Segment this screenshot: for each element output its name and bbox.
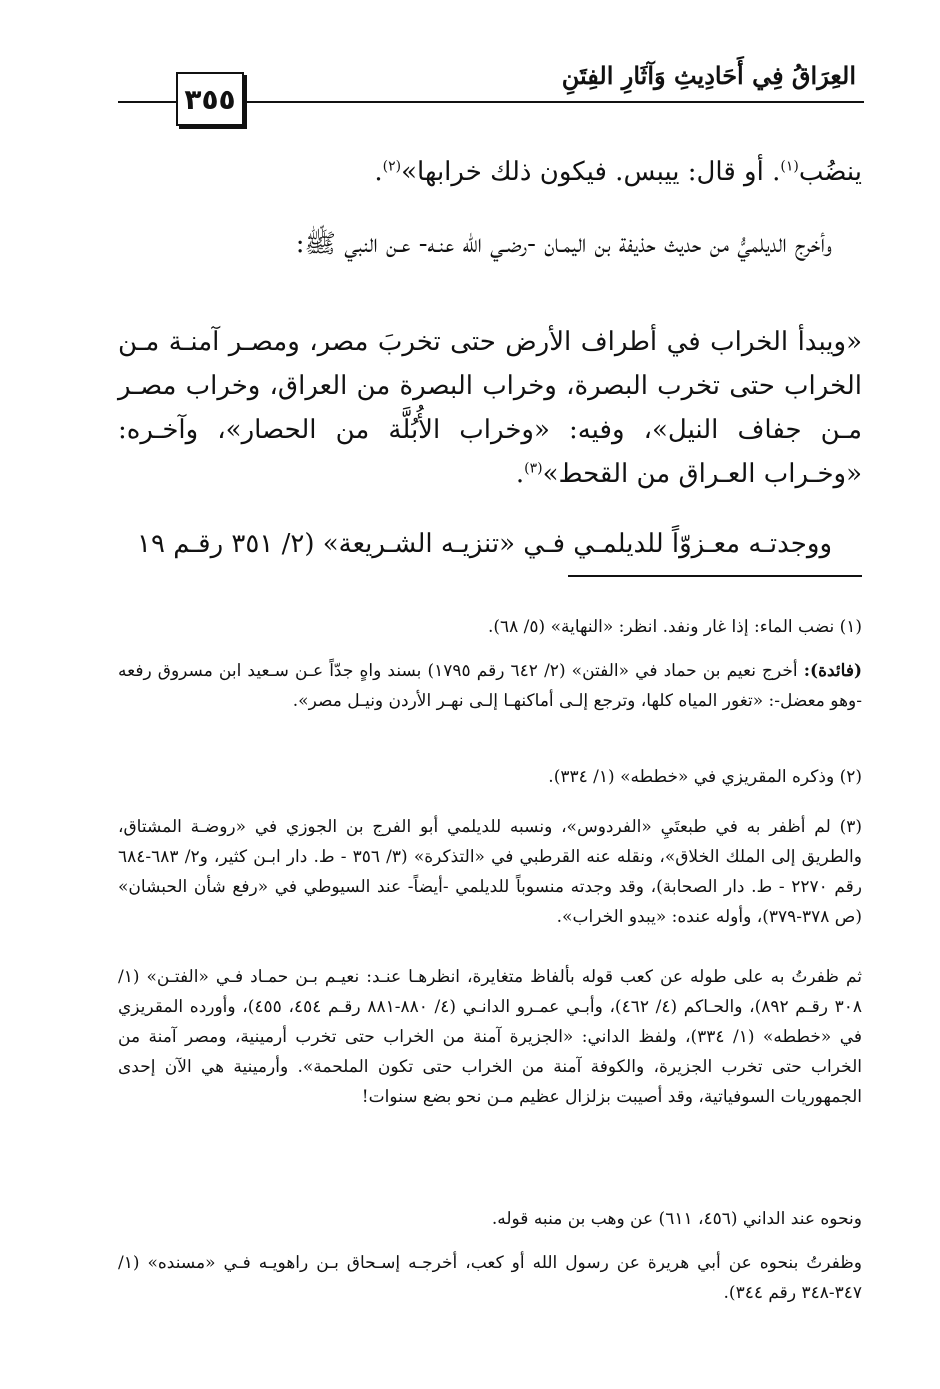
footnote-3-note-ishaq: وظفرتُ بنحوه عن أبي هريرة عن رسول الله أو كعب، أخرجـه إسـحاق بـن راهويـه فـي «مسنده» (١/ ٣٤٧-٣٤٨ رقم ٣٤٤). bbox=[118, 1253, 862, 1303]
footnote-1: (١) نضب الماء: إذا غار ونفد. انظر: «النهاية» (٥/ ٦٨). bbox=[487, 617, 862, 637]
p3-end: . bbox=[515, 459, 525, 489]
paragraph-4: ووجدتـه معـزوّاً للديلمـي فـي «تنزيـه الشـريعة» (٢/ ٣٥١ رقـم ١٩ bbox=[137, 529, 832, 559]
footnote-separator bbox=[568, 575, 862, 577]
header-rule-left bbox=[118, 101, 176, 103]
book-title: العِرَاقُ فِي أَحَادِيثِ وَآثَارِ الفِتَنِ bbox=[561, 61, 856, 90]
p1-middle: . أو قال: ييبس. فيكون ذلك خرابها» bbox=[401, 157, 781, 187]
paragraph-2: وأخرج الديلميُّ من حديث حذيفة بن اليمـان -رضـي الله عنـه- عـن النبي ﷺ: bbox=[295, 229, 832, 259]
paragraph-3-hadith bbox=[118, 320, 862, 496]
page-number: ٣٥٥ bbox=[176, 72, 244, 126]
footnote-1-benefit bbox=[118, 656, 862, 716]
header-rule-right bbox=[244, 101, 864, 103]
benefit-label: (فائدة): bbox=[803, 661, 862, 681]
footnote-ref-2: (٢) bbox=[382, 158, 402, 175]
p1-start: ينضُب bbox=[798, 157, 862, 187]
p1-end: . bbox=[374, 157, 383, 187]
paragraph-1 bbox=[118, 150, 862, 194]
footnote-3-note-dani: ونحوه عند الداني (٤٥٦، ٦١١) عن وهب بن منبه قوله. bbox=[491, 1209, 862, 1229]
footnote-ref-3: (٣) bbox=[524, 460, 543, 477]
footnote-3-continued: ثم ظفرتُ به على طوله عن كعب قوله بألفاظ متغايرة، انظرهـا عنـد: نعيـم بـن حمـاد فـي «الفتـن» (١/ ٣٠٨ رقـم ٨٩٢)، والحـاكم (٤/ ٤٦٢)، وأبـي عمـرو الدانـي (٤/ ٨٨٠-٨٨١ رقـم ٤٥٤، ٤٥٥)، وأورده المقريزي في «خططه» (١/ ٣٣٤)، ولفظ الداني: «الجزيرة آمنة من الخراب حتى تخرب أرمينية، ومصر آمنة من الخراب حتى تخرب الجزيرة، والكوفة آمنة من الخراب حتى تكون الملحمة». وأرمينية هي الآن إحدى الجمهوريات السوفياتية، وقد أصيبت بزلزال عظيم مـن نحو بضع سنوات! bbox=[118, 967, 862, 1107]
footnote-3: (٣) لم أظفر به في طبعتَيِ «الفردوس»، ونسبه للديلمي أبو الفرج بن الجوزي في «روضـة المشتاق، والطريق إلى الملك الخلاق»، ونقله عنه القرطبي في «التذكرة» (٣/ ٣٥٦ - ط. دار ابـن كثير، و٢/ ٦٨٣-٦٨٤ رقم ٢٢٧٠ - ط. دار الصحابة)، وقد وجدته منسوباً للديلمي -أيضاً- عند السيوطي في «رفع شأن الحبشان» (ص ٣٧٨-٣٧٩)، وأوله عنده: «يبدو الخراب». bbox=[118, 817, 862, 927]
hadith-text: «ويبدأ الخراب في أطراف الأرض حتى تخربَ مصر، ومصـر آمنـة مـن الخراب حتى تخرب البصرة، وخراب البصرة من العراق، وخراب مصـر مـن جفاف النيل»، وفيه: «وخراب الأُبُلَّة من الحصار»، وآخـره: «وخـراب العـراق من القحط» bbox=[118, 327, 862, 489]
benefit-text: أخرج نعيم بن حماد في «الفتن» (٢/ ٦٤٢ رقم ١٧٩٥) بسند واهٍ جدّاً عـن سـعيد ابن مسروق رفعه -وهو معضل-: «تغور المياه كلها، وترجع إلـى أماكنهـا إلـى نهـر الأردن ونيـل مصر». bbox=[118, 661, 862, 711]
footnote-ref-1: (١) bbox=[780, 158, 799, 175]
footnote-2: (٢) وذكره المقريزي في «خططه» (١/ ٣٣٤). bbox=[548, 767, 862, 787]
